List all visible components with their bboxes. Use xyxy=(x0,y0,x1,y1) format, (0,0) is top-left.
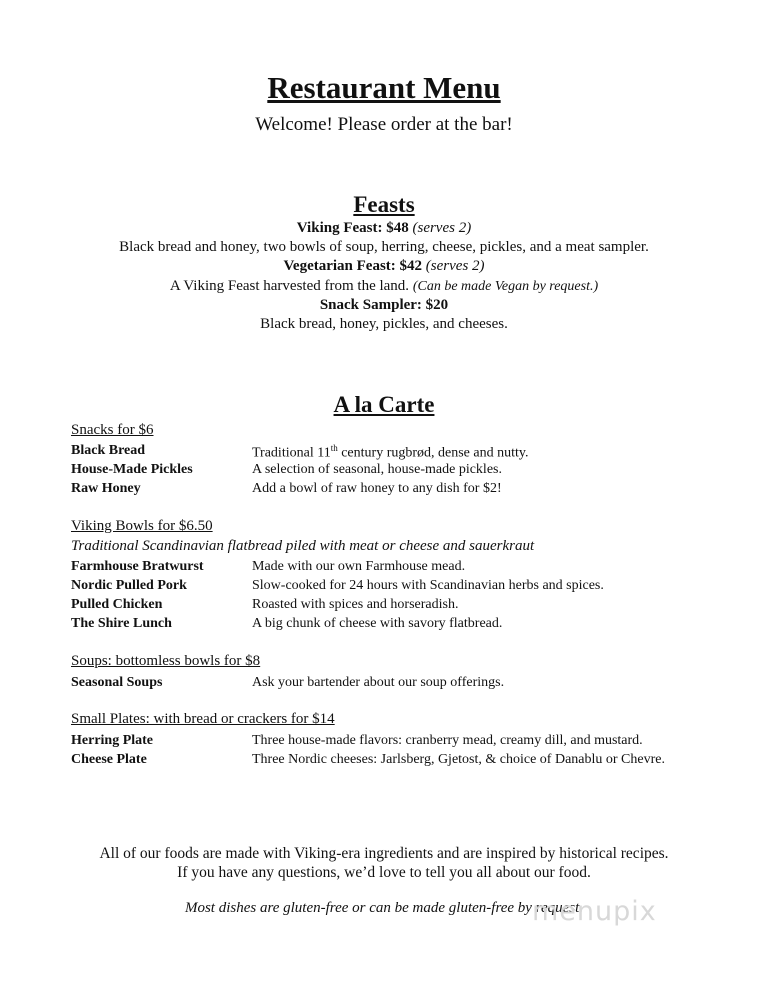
menu-item xyxy=(71,752,731,771)
item-description: A selection of seasonal, house-made pickles. xyxy=(252,462,502,477)
item-description: Roasted with spices and horseradish. xyxy=(252,597,459,612)
footer-line-1: All of our foods are made with Viking-era ingredients and are inspired by historical recipes. xyxy=(99,845,669,862)
menu-item xyxy=(71,559,731,578)
menu-item xyxy=(71,616,731,635)
category-snacks: Snacks for $6 xyxy=(71,422,154,438)
item-name: House-Made Pickles xyxy=(71,462,193,477)
item-description: A big chunk of cheese with savory flatbread. xyxy=(252,616,503,631)
item-description: Made with our own Farmhouse mead. xyxy=(252,559,466,574)
item-description: Three Nordic cheeses: Jarlsberg, Gjetost, & choice of Danablu or Chevre. xyxy=(252,752,665,767)
feast-serves: (serves 2) xyxy=(412,220,472,236)
category-soups: Soups: bottomless bowls for $8 xyxy=(71,653,261,669)
item-name: Black Bread xyxy=(71,443,146,458)
feast-description: Black bread and honey, two bowls of soup, herring, cheese, pickles, and a meat sampler. xyxy=(119,239,649,255)
menu-item xyxy=(71,462,731,481)
item-description-start: Traditional 11 xyxy=(252,445,331,461)
feast-description: Black bread, honey, pickles, and cheeses. xyxy=(260,316,508,332)
item-description: Slow-cooked for 24 hours with Scandinavian herbs and spices. xyxy=(252,578,604,593)
item-description: Add a bowl of raw honey to any dish for $2! xyxy=(252,481,502,496)
category-bowls: Viking Bowls for $6.50 xyxy=(71,518,213,534)
item-name: Raw Honey xyxy=(71,481,141,496)
item-description-end: century rugbrød, dense and nutty. xyxy=(337,445,529,461)
category-plates: Small Plates: with bread or crackers for $14 xyxy=(71,711,335,727)
menu-item xyxy=(71,481,731,500)
item-name: The Shire Lunch xyxy=(71,616,172,631)
menu-item xyxy=(71,443,731,462)
page-title: Restaurant Menu xyxy=(267,70,501,105)
footer-note: Most dishes are gluten-free or can be made gluten-free by request. xyxy=(184,900,584,916)
menu-item xyxy=(71,733,731,752)
menu-item xyxy=(71,578,731,597)
item-name: Seasonal Soups xyxy=(71,675,163,690)
item-name: Herring Plate xyxy=(71,733,154,748)
item-name: Cheese Plate xyxy=(71,752,147,767)
feast-description-vegetarian xyxy=(0,278,768,295)
welcome-text: Welcome! Please order at the bar! xyxy=(255,114,513,135)
feast-name: Vegetarian Feast: $42 xyxy=(283,258,423,274)
item-description: Ask your bartender about our soup offerings. xyxy=(252,675,505,690)
feast-title-viking xyxy=(0,220,768,237)
feast-description: A Viking Feast harvested from the land. xyxy=(169,278,410,294)
item-name: Nordic Pulled Pork xyxy=(71,578,187,593)
feast-title-vegetarian xyxy=(0,258,768,275)
item-name: Farmhouse Bratwurst xyxy=(71,559,204,574)
watermark-logo: menupix xyxy=(532,896,657,927)
ordinal-suffix: th xyxy=(330,443,338,453)
feast-title-snack xyxy=(0,297,768,314)
item-description: Three house-made flavors: cranberry mead, creamy dill, and mustard. xyxy=(252,733,643,748)
item-name: Pulled Chicken xyxy=(71,597,163,612)
menu-item xyxy=(71,675,731,694)
feast-name: Snack Sampler: $20 xyxy=(319,297,449,313)
footer-line-2: If you have any questions, we’d love to tell you all about our food. xyxy=(177,864,591,881)
feast-name: Viking Feast: $48 xyxy=(296,220,409,236)
feast-note: (Can be made Vegan by request.) xyxy=(412,279,599,294)
feasts-heading: Feasts xyxy=(353,192,415,217)
item-description xyxy=(252,443,528,462)
a-la-carte-heading: A la Carte xyxy=(333,392,435,417)
feast-serves: (serves 2) xyxy=(425,258,485,274)
category-subtitle: Traditional Scandinavian flatbread piled with meat or cheese and sauerkraut xyxy=(71,538,535,554)
menu-item xyxy=(71,597,731,616)
